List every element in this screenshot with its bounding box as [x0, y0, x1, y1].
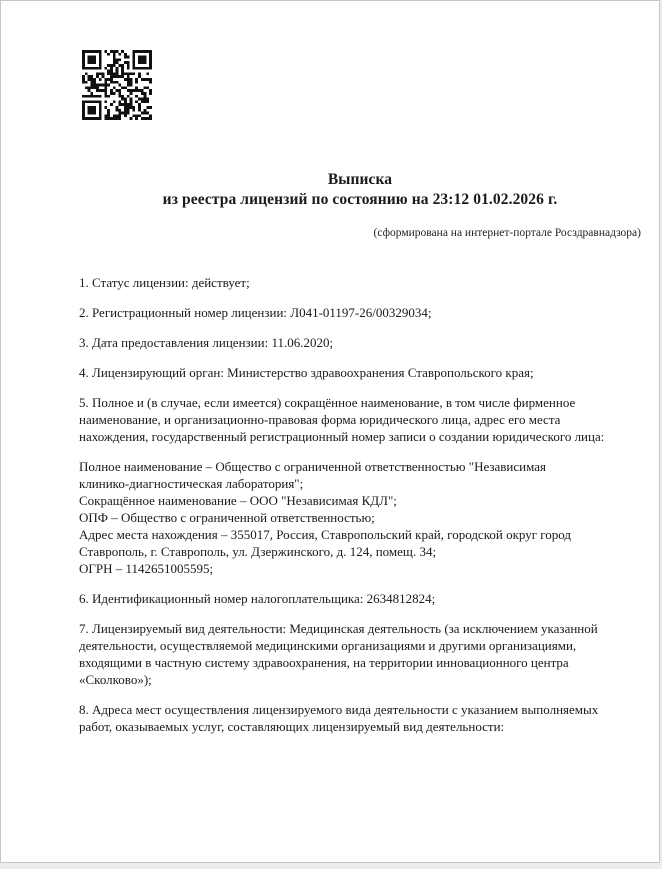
text-line: 2. Регистрационный номер лицензии: Л041-01197-26/00329034; [79, 305, 432, 320]
text-line: «Сколково»); [79, 672, 152, 687]
text-line: 5. Полное и (в случае, если имеется) сокращённое наименование, в том числе фирменное [79, 395, 576, 410]
text-line: 1. Статус лицензии: действует; [79, 275, 250, 290]
text-line: ОГРН – 1142651005595; [79, 561, 214, 576]
text-line: клинико-диагностическая лаборатория"; [79, 476, 304, 491]
text-line: 4. Лицензирующий орган: Министерство здравоохранения Ставропольского края; [79, 365, 534, 380]
text-line: наименование, и организационно-правовая форма юридического лица, адрес его места [79, 412, 561, 427]
text-line: Адрес места нахождения – 355017, Россия, Ставропольский край, городской округ город [79, 527, 572, 542]
text-line: нахождения, государственный регистрационный номер записи о создании юридического лица: [79, 429, 605, 444]
para-org-details [79, 458, 641, 577]
text-line: работ, оказываемых услуг, составляющих лицензируемый вид деятельности: [79, 719, 505, 734]
para-license-status [79, 274, 641, 291]
para-grant-date [79, 334, 641, 351]
text-line: Ставрополь, г. Ставрополь, ул. Дзержинского, д. 124, помещ. 34; [79, 544, 437, 559]
text-line: входящими в частную систему здравоохранения, на территории инновационного центра [79, 655, 569, 670]
text-line: 7. Лицензируемый вид деятельности: Медицинская деятельность (за исключением указанной [79, 621, 598, 636]
para-licensed-activity [79, 620, 641, 688]
document-content [79, 1, 641, 748]
para-org-names-intro [79, 394, 641, 445]
title-line-1: Выписка [327, 171, 393, 188]
text-line: 6. Идентификационный номер налогоплательщика: 2634812824; [79, 591, 436, 606]
para-registration-number [79, 304, 641, 321]
text-line: деятельности, осуществляемой медицинскими организациями и другими организациями, [79, 638, 577, 653]
document-title [79, 170, 641, 209]
para-taxpayer-number [79, 590, 641, 607]
text-line: Полное наименование – Общество с ограниченной ответственностью "Независимая [79, 459, 547, 474]
para-activity-addresses-intro [79, 701, 641, 735]
title-line-2: из реестра лицензий по состоянию на 23:12 01.02.2026 г. [162, 190, 558, 208]
text-line: 8. Адреса мест осуществления лицензируемого вида деятельности с указанием выполняемых [79, 702, 599, 717]
text-line: 3. Дата предоставления лицензии: 11.06.2020; [79, 335, 334, 350]
paragraph-list [79, 274, 641, 735]
text-line: ОПФ – Общество с ограниченной ответственностью; [79, 510, 375, 525]
para-licensing-authority [79, 364, 641, 381]
generation-note: (сформирована на интернет-портале Росздравнадзора) [373, 227, 641, 239]
text-line: Сокращённое наименование – ООО "Независимая КДЛ"; [79, 493, 397, 508]
